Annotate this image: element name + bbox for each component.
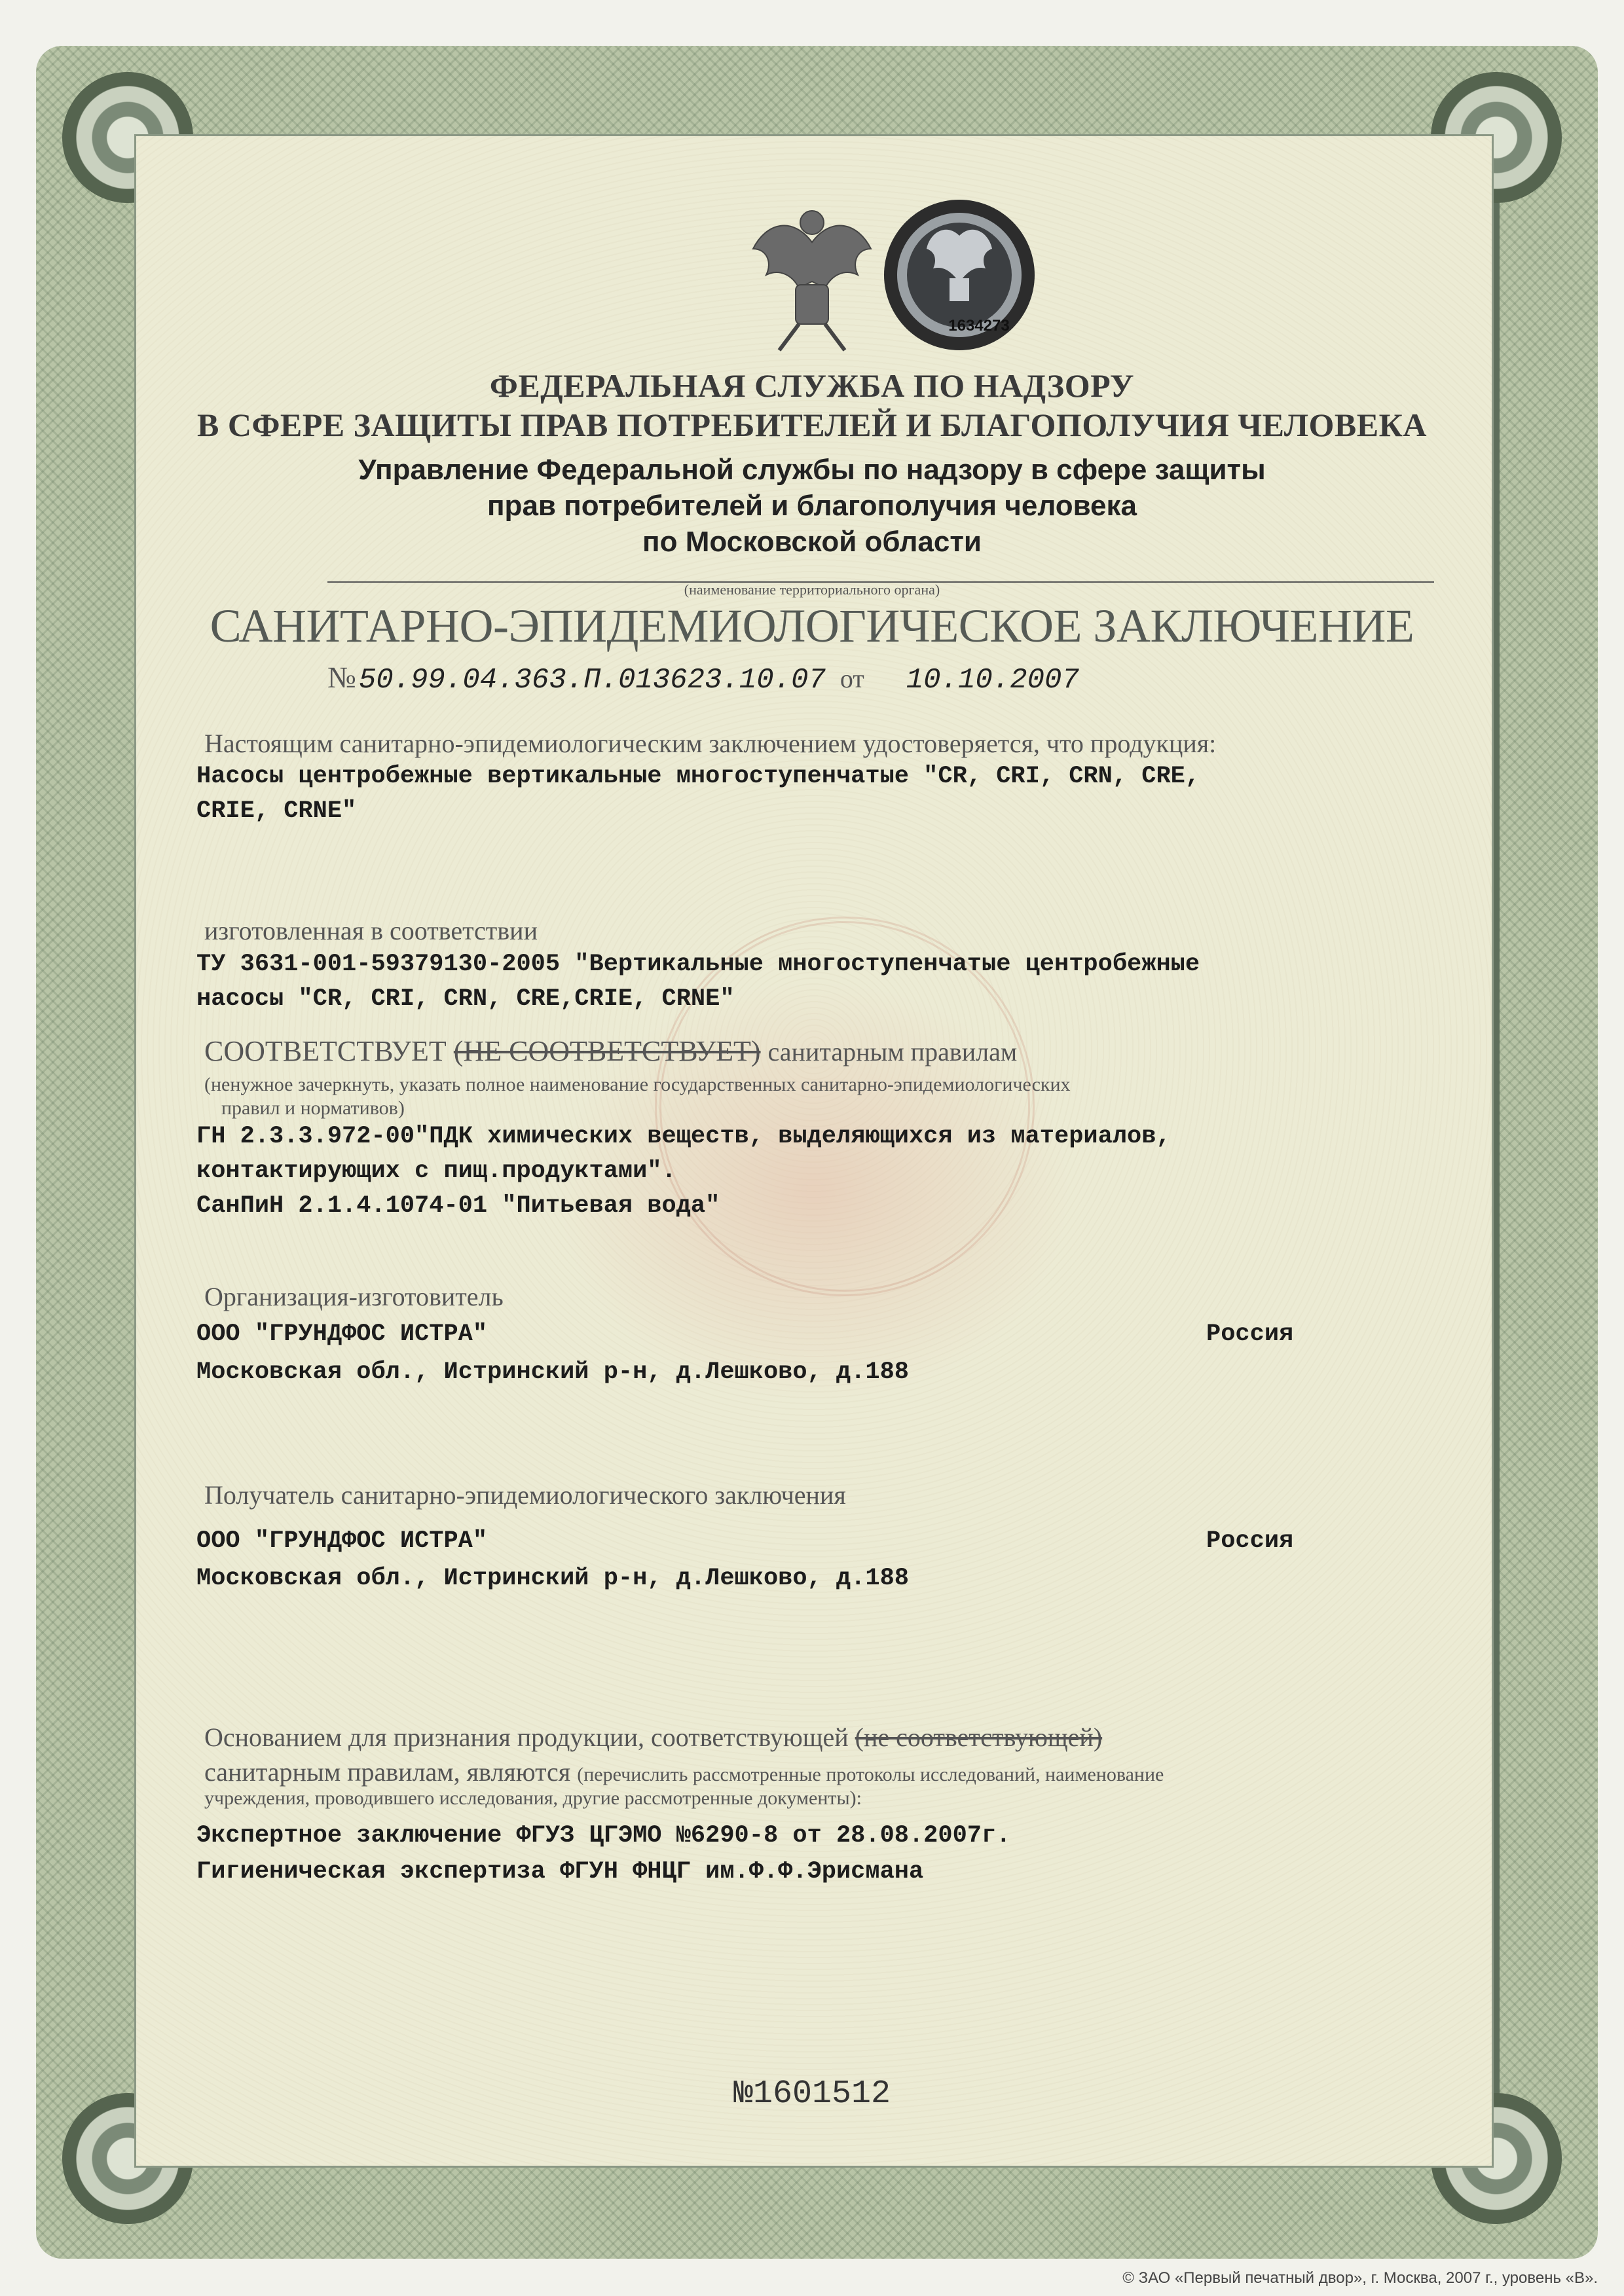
compliance-tail: санитарным правилам [767, 1037, 1018, 1066]
agency-name-line2: В СФЕРЕ ЗАЩИТЫ ПРАВ ПОТРЕБИТЕЛЕЙ И БЛАГОПОЛУЧИЯ ЧЕЛОВЕКА [197, 407, 1427, 443]
manufactured-line1: ТУ 3631-001-59379130-2005 "Вертикальные многоступенчатые центробежные [196, 951, 1200, 978]
basis-line2: Гигиеническая экспертиза ФГУН ФНЦГ им.Ф.Ф.Эрисмана [196, 1858, 924, 1886]
compliance-note2: правил и нормативов) [221, 1097, 405, 1119]
certificate-date: 10.10.2007 [906, 664, 1079, 697]
department-line3: по Московской области [642, 526, 982, 558]
document-title: САНИТАРНО-ЭПИДЕМИОЛОГИЧЕСКОЕ ЗАКЛЮЧЕНИЕ [210, 600, 1414, 652]
product-line1: Насосы центробежные вертикальные многоступенчатые "CR, CRI, CRN, CRE, [196, 763, 1200, 790]
organ-caption: (наименование территориального органа) [684, 581, 940, 598]
basis-note-a: (перечислить рассмотренные протоколы исследований, наименование [577, 1764, 1164, 1785]
manufacturer-country: Россия [1206, 1321, 1294, 1348]
basis-note-b: учреждения, проводившего исследования, другие рассмотренные документы): [204, 1787, 862, 1809]
compliance-struck: (НЕ СООТВЕТСТВУЕТ) [453, 1035, 761, 1067]
hologram-number: 1634273 [948, 317, 1010, 335]
date-label: от [840, 664, 864, 693]
form-number: №1601512 [733, 2075, 891, 2113]
basis-label-b: санитарным правилам, являются [204, 1757, 571, 1787]
compliance-note1: (ненужное зачеркнуть, указать полное наименование государственных санитарно-эпидемиологических [204, 1074, 1071, 1095]
agency-name-line1: ФЕДЕРАЛЬНАЯ СЛУЖБА ПО НАДЗОРУ [489, 367, 1135, 404]
department-line2: прав потребителей и благополучия человека [487, 490, 1137, 522]
compliance-word: СООТВЕТСТВУЕТ [204, 1035, 447, 1067]
manufacturer-address: Московская обл., Истринский р-н, д.Лешково, д.188 [196, 1358, 909, 1386]
recipient-country: Россия [1206, 1527, 1294, 1555]
double-headed-eagle-emblem-icon [740, 203, 884, 360]
product-label: Настоящим санитарно-эпидемиологическим заключением удостоверяется, что продукция: [204, 729, 1217, 758]
recipient-label: Получатель санитарно-эпидемиологического заключения [204, 1480, 846, 1510]
certificate-number-row [327, 660, 1079, 697]
basis-label-a: Основанием для признания продукции, соответствующей [204, 1722, 849, 1752]
compliance-line1: ГН 2.3.3.972-00"ПДК химических веществ, выделяющихся из материалов, [196, 1123, 1171, 1150]
compliance-line3: СанПиН 2.1.4.1074-01 "Питьевая вода" [196, 1192, 720, 1220]
basis-line1: Экспертное заключение ФГУЗ ЦГЭМО №6290-8 от 28.08.2007г. [196, 1822, 1011, 1850]
manufacturer-label: Организация-изготовитель [204, 1282, 504, 1311]
compliance-row [204, 1034, 1017, 1068]
basis-row-b [204, 1757, 1164, 1787]
printer-footer: © ЗАО «Первый печатный двор», г. Москва, 2007 г., уровень «В». [1122, 2269, 1598, 2287]
certificate-number: 50.99.04.363.П.013623.10.07 [358, 664, 826, 697]
manufactured-label: изготовленная в соответствии [204, 916, 538, 945]
number-sign: № [327, 661, 356, 694]
manufactured-line2: насосы "CR, CRI, CRN, CRE,CRIE, CRNE" [196, 985, 735, 1013]
manufacturer-name: ООО "ГРУНДФОС ИСТРА" [196, 1321, 488, 1348]
recipient-address: Московская обл., Истринский р-н, д.Лешково, д.188 [196, 1565, 909, 1592]
compliance-line2: контактирующих с пищ.продуктами". [196, 1157, 676, 1185]
recipient-name: ООО "ГРУНДФОС ИСТРА" [196, 1527, 488, 1555]
hologram-emblem-icon [881, 196, 1038, 354]
basis-row [204, 1722, 1102, 1753]
product-line2: CRIE, CRNE" [196, 797, 357, 825]
basis-struck: (не соответствующей) [855, 1722, 1103, 1752]
department-line1: Управление Федеральной службы по надзору в сфере защиты [358, 454, 1266, 486]
